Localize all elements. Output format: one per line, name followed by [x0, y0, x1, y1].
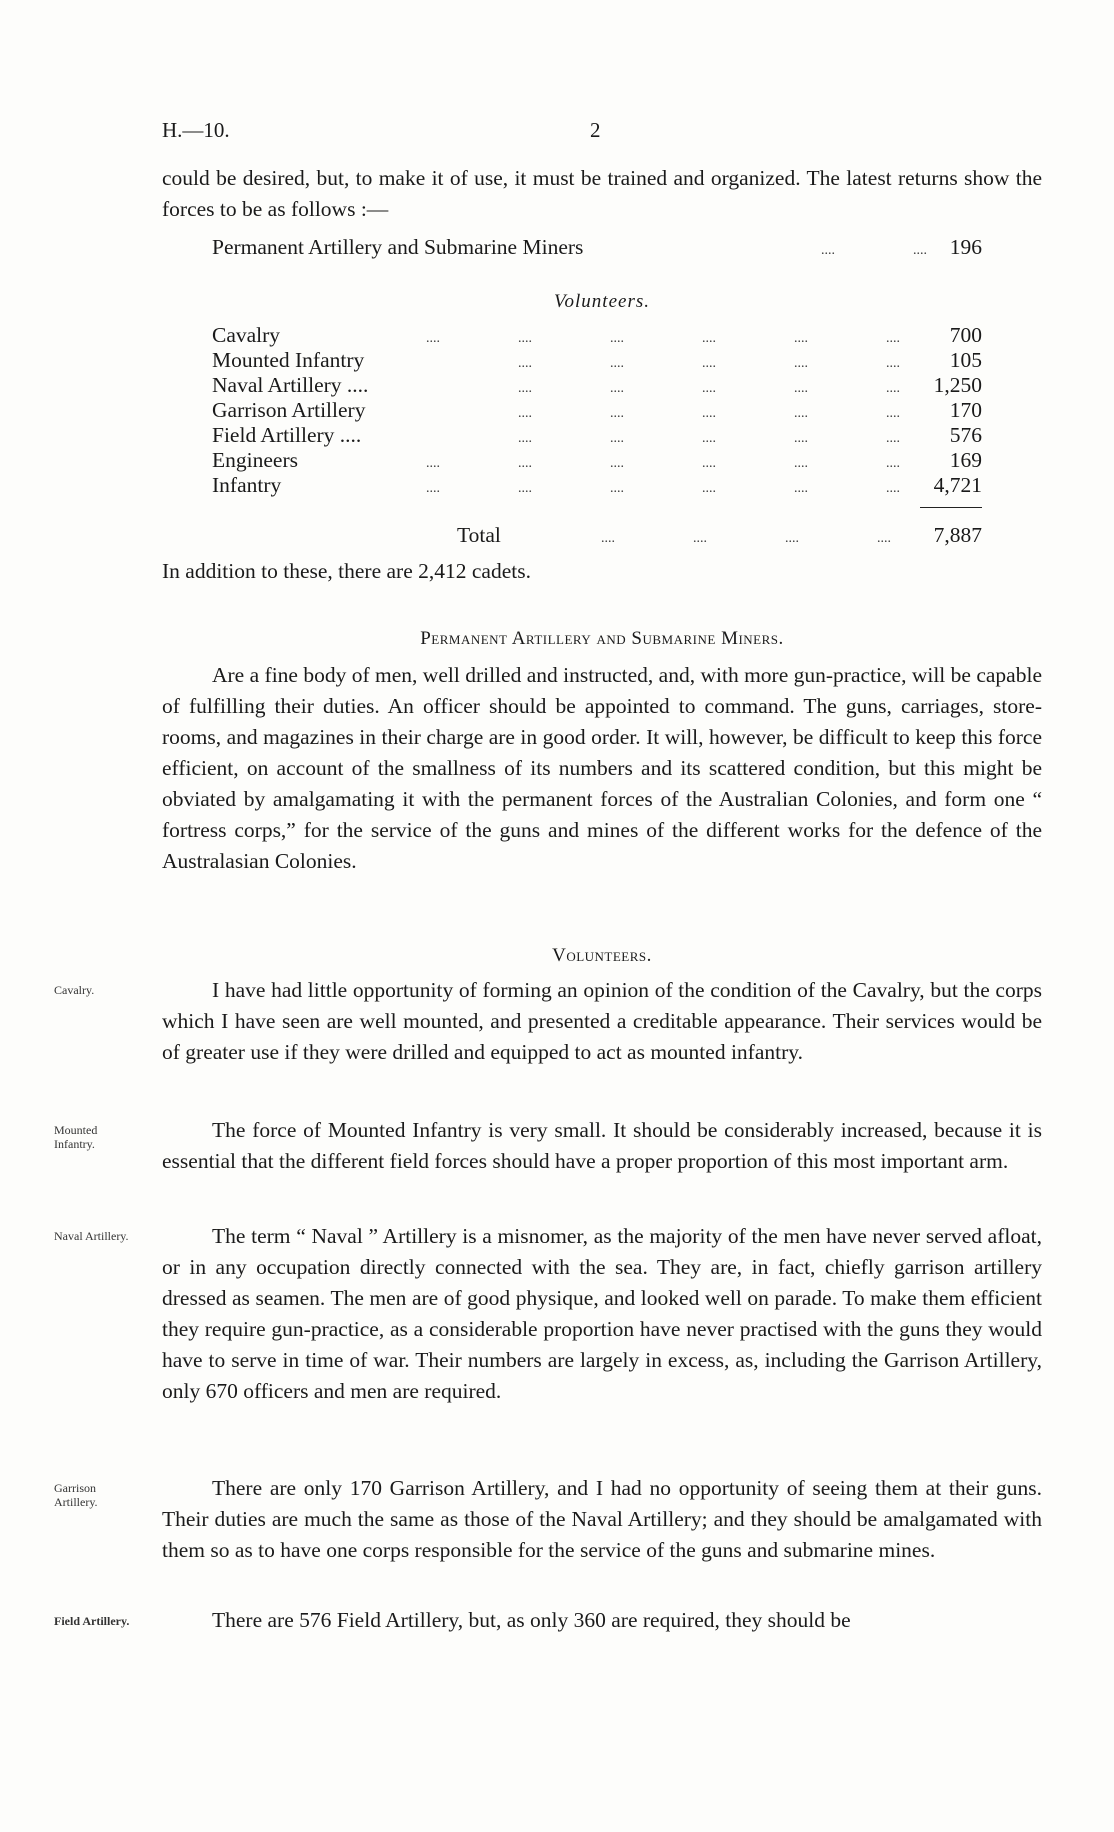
row-label: Naval Artillery ....	[212, 373, 369, 397]
leader-dots: .... .... .... .... ....	[518, 406, 900, 421]
leader-dots: .... .... .... .... .... ....	[426, 331, 900, 346]
section-paragraph: Are a fine body of men, well drilled and instructed, and, with more gun-practice, will be capable of fulfilling their duties. An officer should be appointed to command. The guns, carriages, store-rooms, and magazines in their charge are in good order. It will, however, be difficult to keep this force efficient, on account of the smallness of its numbers and its scattered condition, but this might be obviated by amalgamating it with the permanent forces of the Australian Colonies, and form one “ fortress corps,” for the service of the guns and mines of the different works for the defence of the Australasian Colonies.	[162, 663, 1042, 873]
leader-dots: .... .... .... .... .... ....	[426, 481, 900, 496]
table-row	[212, 347, 982, 373]
row-value: 105	[949, 348, 982, 372]
row-value: 576	[949, 423, 982, 447]
table-row	[212, 234, 982, 260]
total-value: 7,887	[933, 523, 982, 547]
section-paragraph: There are only 170 Garrison Artillery, and I had no opportunity of seeing them at their guns. Their duties are much the same as those of the Naval Artillery; and they should be amalgamated with them so as to have one corps responsible for the service of the guns and submarine mines.	[162, 1476, 1042, 1562]
section-heading: Permanent Artillery and Submarine Miners.	[420, 628, 784, 649]
total-label: Total	[457, 523, 501, 547]
table-row	[212, 322, 982, 348]
page-header	[162, 118, 1042, 148]
margin-note: Field Artillery.	[54, 1614, 130, 1628]
total-rule	[920, 507, 982, 508]
row-label: Mounted Infantry	[212, 348, 365, 372]
row-label: Garrison Artillery	[212, 398, 366, 422]
cadets-note: In addition to these, there are 2,412 cadets.	[162, 559, 531, 583]
row-label: Permanent Artillery and Submarine Miners	[212, 235, 584, 259]
intro-paragraph: could be desired, but, to make it of use, it must be trained and organized. The latest returns show the forces to be as follows :—	[162, 166, 1042, 221]
document-reference: H.—10.	[162, 118, 230, 142]
row-value: 170	[949, 398, 982, 422]
leader-dots: .... .... .... .... ....	[518, 381, 900, 396]
margin-note: Garrison Artillery.	[54, 1481, 98, 1509]
page-number: 2	[590, 118, 601, 142]
leader-dots: .... .... .... .... .... ....	[426, 456, 900, 471]
margin-note: Mounted Infantry.	[54, 1123, 98, 1151]
leader-dots: .... .... .... .... ....	[518, 431, 900, 446]
row-label: Engineers	[212, 448, 298, 472]
row-value: 169	[949, 448, 982, 472]
row-label: Infantry	[212, 473, 282, 497]
row-value: 700	[949, 323, 982, 347]
table-row	[212, 372, 982, 398]
row-value: 1,250	[933, 373, 982, 397]
section-paragraph: There are 576 Field Artillery, but, as only 360 are required, they should be	[212, 1608, 851, 1632]
leader-dots: .... .... .... .... ....	[518, 356, 900, 371]
section-heading: Volunteers.	[552, 945, 652, 966]
total-row	[212, 522, 982, 548]
row-label: Field Artillery ....	[212, 423, 362, 447]
row-label: Cavalry	[212, 323, 281, 347]
row-value: 196	[949, 235, 982, 259]
row-value: 4,721	[933, 473, 982, 497]
volunteers-subheading: Volunteers.	[554, 291, 650, 312]
section-paragraph: I have had little opportunity of forming an opinion of the condition of the Cavalry, but the corps which I have seen are well mounted, and presented a creditable appearance. Their services would be of greater use if they were drilled and equipped to act as mounted infantry.	[162, 978, 1042, 1064]
table-row	[212, 397, 982, 423]
table-row	[212, 422, 982, 448]
margin-note: Cavalry.	[54, 983, 95, 997]
section-paragraph: The force of Mounted Infantry is very small. It should be considerably increased, because it is essential that the different field forces should have a proper proportion of this most important arm.	[162, 1118, 1042, 1173]
leader-dots: .... .... .... ....	[601, 531, 891, 546]
leader-dots: .... ....	[821, 243, 927, 258]
table-row	[212, 472, 982, 498]
margin-note: Naval Artillery.	[54, 1229, 129, 1243]
table-row	[212, 447, 982, 473]
section-paragraph: The term “ Naval ” Artillery is a misnomer, as the majority of the men have never served afloat, or in any occupation directly connected with the sea. They are, in fact, chiefly garrison artillery dressed as seamen. The men are of good physique, and looked well on parade. To make them efficient they require gun-practice, as a considerable proportion have never practised with the guns they would have to serve in time of war. Their numbers are largely in excess, as, including the Garrison Artillery, only 670 officers and men are required.	[162, 1224, 1042, 1403]
